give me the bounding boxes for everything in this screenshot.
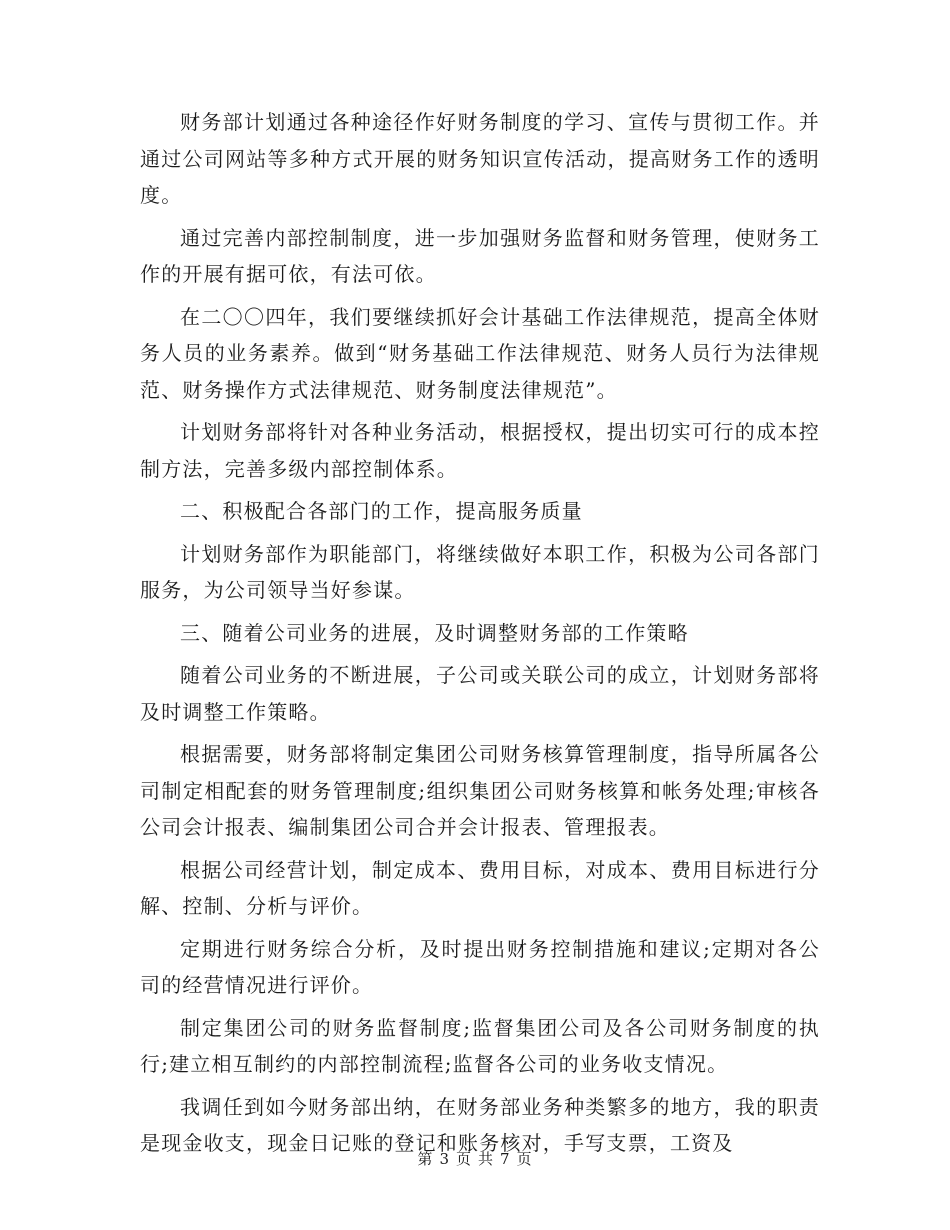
footer-total-pages: 7	[500, 1150, 511, 1168]
paragraph: 我调任到如今财务部出纳，在财务部业务种类繁多的地方，我的职责是现金收支，现金日记账的登记和账务核对，手写支票，工资及	[140, 1094, 820, 1155]
document-body	[140, 104, 820, 1168]
page-footer	[0, 1148, 950, 1169]
paragraph: 在二〇〇四年，我们要继续抓好会计基础工作法律规范，提高全体财务人员的业务素养。做到“财务基础工作法律规范、财务人员行为法律规范、财务操作方式法律规范、财务制度法律规范”。	[140, 304, 820, 402]
paragraph: 定期进行财务综合分析，及时提出财务控制措施和建议;定期对各公司的经营情况进行评价。	[140, 936, 820, 997]
footer-label-page: 第	[417, 1150, 434, 1168]
section-heading: 二、积极配合各部门的工作，提高服务质量	[180, 499, 583, 523]
footer-label-total: 共	[478, 1150, 495, 1168]
paragraph: 通过完善内部控制制度，进一步加强财务监督和财务管理，使财务工作的开展有据可依，有法可依。	[140, 225, 820, 286]
section-heading: 三、随着公司业务的进展，及时调整财务部的工作策略	[180, 620, 689, 645]
paragraph: 计划财务部作为职能部门，将继续做好本职工作，积极为公司各部门服务，为公司领导当好参谋。	[140, 541, 820, 602]
footer-label-unit2: 页	[516, 1150, 533, 1168]
paragraph: 计划财务部将针对各种业务活动，根据授权，提出切实可行的成本控制方法，完善多级内部控制体系。	[140, 420, 820, 481]
paragraph: 制定集团公司的财务监督制度;监督集团公司及各公司财务制度的执行;建立相互制约的内部控制流程;监督各公司的业务收支情况。	[140, 1015, 820, 1076]
footer-label-unit: 页	[455, 1150, 472, 1168]
paragraph: 随着公司业务的不断进展，子公司或关联公司的成立，计划财务部将及时调整工作策略。	[140, 663, 820, 724]
footer-current-page: 3	[439, 1150, 450, 1168]
paragraph: 根据公司经营计划，制定成本、费用目标，对成本、费用目标进行分解、控制、分析与评价。	[140, 857, 820, 918]
paragraph: 根据需要，财务部将制定集团公司财务核算管理制度，指导所属各公司制定相配套的财务管理制度;组织集团公司财务核算和帐务处理;审核各公司会计报表、编制集团公司合并会计报表、管理报表。	[140, 742, 820, 839]
paragraph: 财务部计划通过各种途径作好财务制度的学习、宣传与贯彻工作。并通过公司网站等多种方式开展的财务知识宣传活动，提高财务工作的透明度。	[140, 110, 820, 207]
